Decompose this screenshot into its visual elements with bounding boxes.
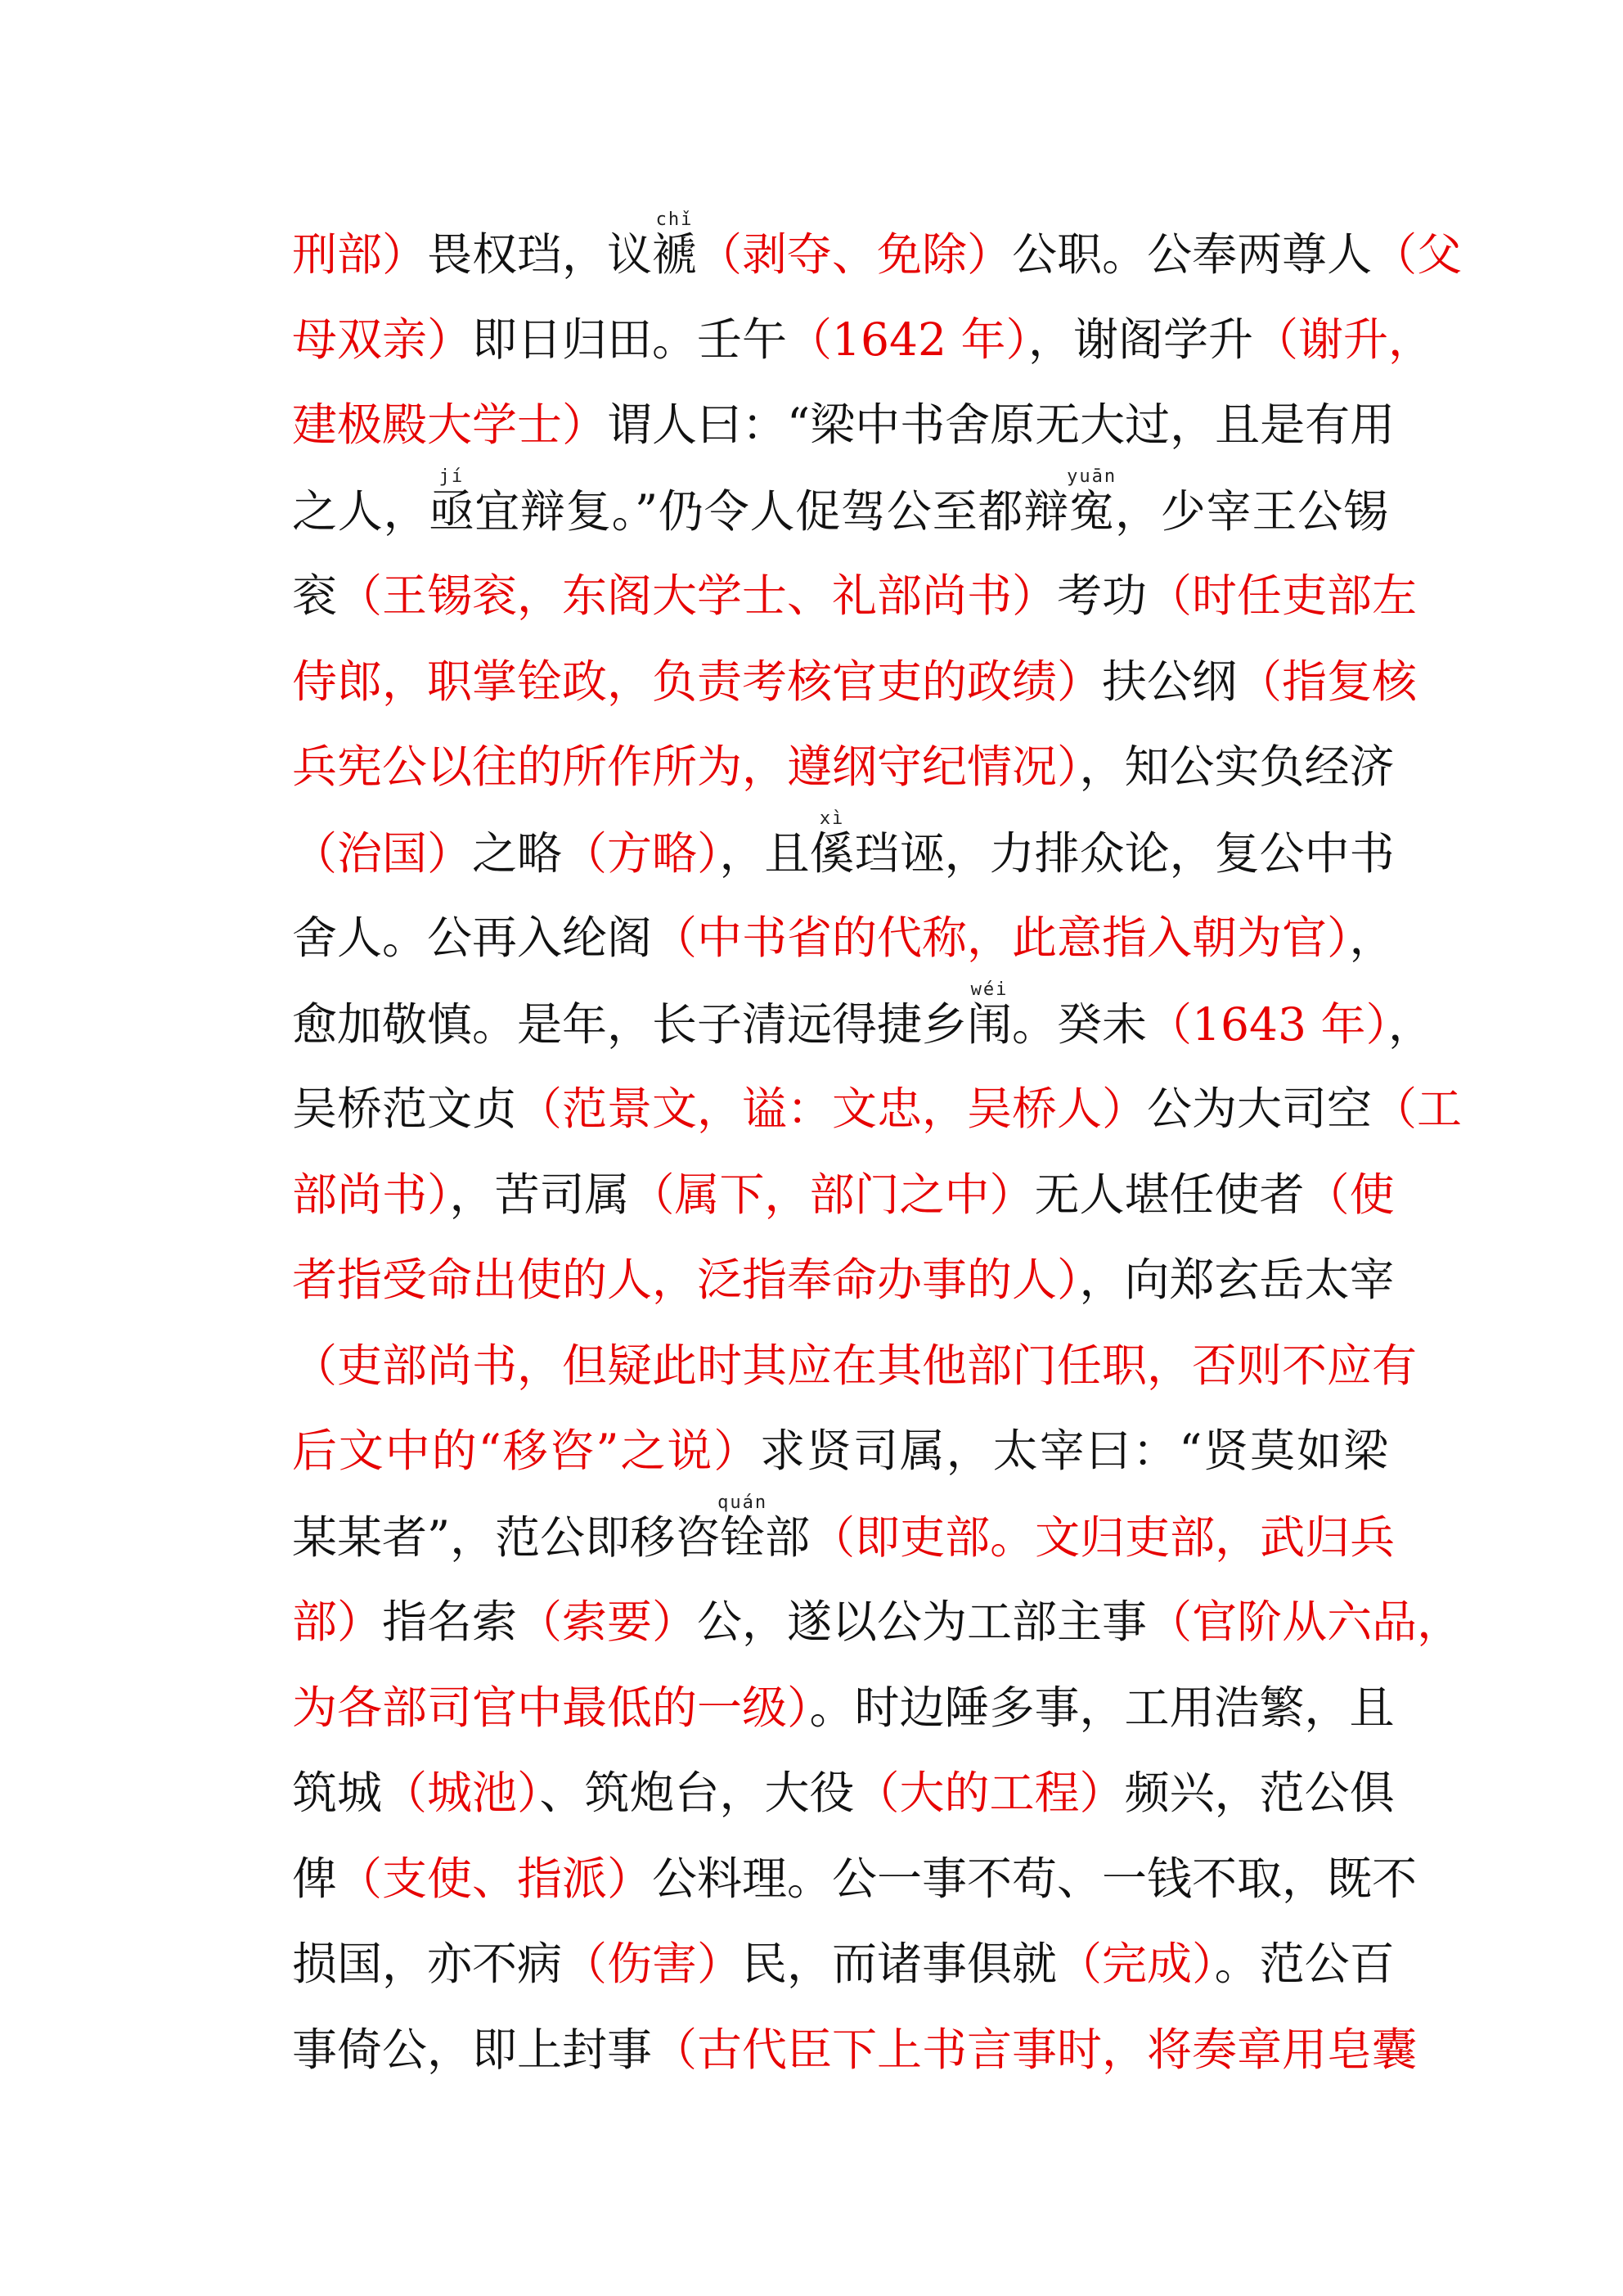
body-text: ，苦司属 [449,1168,630,1221]
text-line [292,895,1395,981]
text-line [292,1836,1418,1922]
annotation-note: 建极殿大学士） [292,398,608,451]
body-text: 公职。公奉两尊人 [1012,228,1373,281]
body-text: ，少宰王公锡 [1114,484,1388,538]
annotated-character [717,1492,768,1564]
body-text: 畏权珰，议 [427,228,653,281]
annotation-note: 部） [292,1596,383,1648]
annotation-note: （支使、指派） [337,1852,653,1905]
annotation-note: 为各部司官中最低的一级） [292,1681,810,1734]
text-line [292,1579,1463,1665]
annotation-note: （工 [1372,1083,1463,1135]
annotation-note: （大的工程） [854,1767,1125,1819]
annotation-note: 后文中的“移咨”之说） [292,1425,761,1477]
text-line [292,2007,1418,2093]
text-line [292,297,1434,383]
annotated-character [652,209,698,281]
ruby-base: 寃 [1067,484,1117,538]
text-line [292,1921,1395,2007]
body-text: 之人， [292,484,429,538]
body-text: 俾 [292,1852,338,1905]
pinyin-annotation: wéi [967,979,1013,1000]
annotation-note: 部尚书） [292,1168,450,1221]
body-text: 公，遂以公为工部主事 [697,1596,1148,1648]
annotation-note: （指复核 [1237,655,1418,708]
text-line [292,724,1395,810]
body-text: 。时边陲多事，工用浩繁，且 [809,1681,1395,1734]
body-text: 部 [765,1510,811,1564]
body-text: 吴桥范文贞 [292,1083,518,1135]
annotation-note: （剥夺、免除） [697,228,1013,281]
ruby-base: 亟 [429,484,475,538]
body-text: 之略 [472,826,563,880]
annotation-note: （1643 年） [1147,997,1389,1051]
body-text: ，知公实负经济 [1079,741,1395,793]
annotation-note: 母双亲） [292,313,473,366]
text-line [292,1665,1395,1751]
text-line [292,1066,1463,1152]
annotation-note: （城池） [382,1767,540,1819]
annotation-note: （方略） [562,826,720,880]
body-text: 公料理。公一事不苟、一钱不取，既不 [652,1852,1418,1905]
pinyin-annotation: quán [717,1492,768,1513]
body-text: 宜辩复。”仍令人促驾公至都辩 [474,484,1070,538]
ruby-base: 铨 [717,1510,768,1564]
annotation-note: 侍郎，职掌铨政，负责考核官吏的政绩） [292,655,1103,708]
body-text: 。癸未 [1012,997,1148,1051]
annotated-character [429,466,475,538]
body-text: 筑城 [292,1767,383,1819]
body-text: 指名索 [382,1596,518,1648]
body-text: 事倚公，即上封事 [292,2023,653,2076]
text-line [292,382,1396,468]
annotation-note: （范景文，谥：文忠，吴桥人） [517,1083,1148,1135]
body-text: 愈加敬慎。是年，长子清远得捷乡 [292,997,968,1051]
annotation-note: （使 [1304,1168,1395,1221]
body-text: 舍人。公再入纶阁 [292,912,653,964]
annotation-note: （属下，部门之中） [629,1168,1035,1221]
annotation-note: （完成） [1057,1938,1215,1990]
annotated-character [967,979,1013,1051]
body-text: 珰诬，力排众论，复公中书 [854,826,1395,880]
body-text: 损国，亦不病 [292,1938,563,1990]
pinyin-annotation: jí [429,466,474,487]
annotation-note: （即吏部。文归吏部，武归兵 [810,1510,1396,1564]
body-text: 。范公百 [1214,1938,1395,1990]
body-text: 衮 [292,569,338,622]
annotation-note: （治国） [292,826,473,880]
body-text: 考功 [1057,569,1148,622]
text-line [292,1492,1396,1580]
annotated-character [809,808,855,880]
text-line [292,1408,1388,1494]
annotation-note: （古代臣下上书言事时，将奏章用皂囊 [652,2023,1418,2076]
text-line [292,209,1463,297]
body-text: 某某者”，范公即移咨 [292,1510,721,1564]
body-text: ，且 [719,826,810,880]
text-line [292,639,1418,725]
text-line [292,1152,1395,1238]
annotation-note: （伤害） [562,1938,743,1990]
annotation-note: （时任吏部左 [1147,569,1418,622]
annotation-note: （王锡衮，东阁大学士、礼部尚书） [337,569,1058,622]
annotation-note: 刑部） [292,228,428,281]
body-text: 谓人曰：“梁中书舍原无大过，且是有用 [607,398,1396,451]
annotation-note: 者指受命出使的人，泛指奉命办事的人） [292,1254,1080,1306]
annotation-note: （吏部尚书，但疑此时其应在其他部门任职，否则不应有 [292,1339,1418,1392]
body-text: 求贤司属，太宰曰：“贤莫如梁 [760,1425,1388,1477]
text-line [292,553,1418,639]
text-line [292,808,1395,896]
pinyin-annotation: xì [809,808,855,829]
annotation-note: （1642 年） [787,313,1028,366]
body-text: 、筑炮台，大役 [539,1767,855,1819]
body-text: ，谢阁学升 [1028,313,1254,366]
annotation-note: （官阶从六品， [1147,1596,1463,1648]
ruby-base: 闱 [967,997,1013,1051]
annotation-note: （父 [1372,228,1463,281]
pinyin-annotation: yuān [1067,466,1117,487]
annotation-note: （谢升， [1253,313,1434,366]
ruby-base: 褫 [652,228,698,281]
annotation-note: 兵宪公以往的所作所为，遵纲守纪情况） [292,741,1080,793]
body-text: ， [1388,997,1434,1051]
body-text: ，向郑玄岳太宰 [1079,1254,1395,1306]
text-line [292,979,1434,1067]
body-text: 无人堪任使者 [1034,1168,1305,1221]
text-line [292,1237,1395,1323]
text-line [292,1323,1418,1409]
text-line [292,468,1388,554]
document-page [292,209,1463,2092]
body-text: ， [1349,912,1395,964]
ruby-base: 傒 [809,826,855,880]
body-text: 扶公纲 [1102,655,1238,708]
body-text: 即日归田。壬午 [472,313,788,366]
annotation-note: （索要） [517,1596,698,1648]
pinyin-annotation: chǐ [652,209,698,230]
annotation-note: （中书省的代称，此意指入朝为官） [652,912,1350,964]
body-text: 民，而诸事俱就 [742,1938,1058,1990]
body-text: 频兴，范公俱 [1124,1767,1395,1819]
annotated-character [1067,466,1117,538]
body-text: 公为大司空 [1147,1083,1373,1135]
text-line [292,1750,1395,1836]
